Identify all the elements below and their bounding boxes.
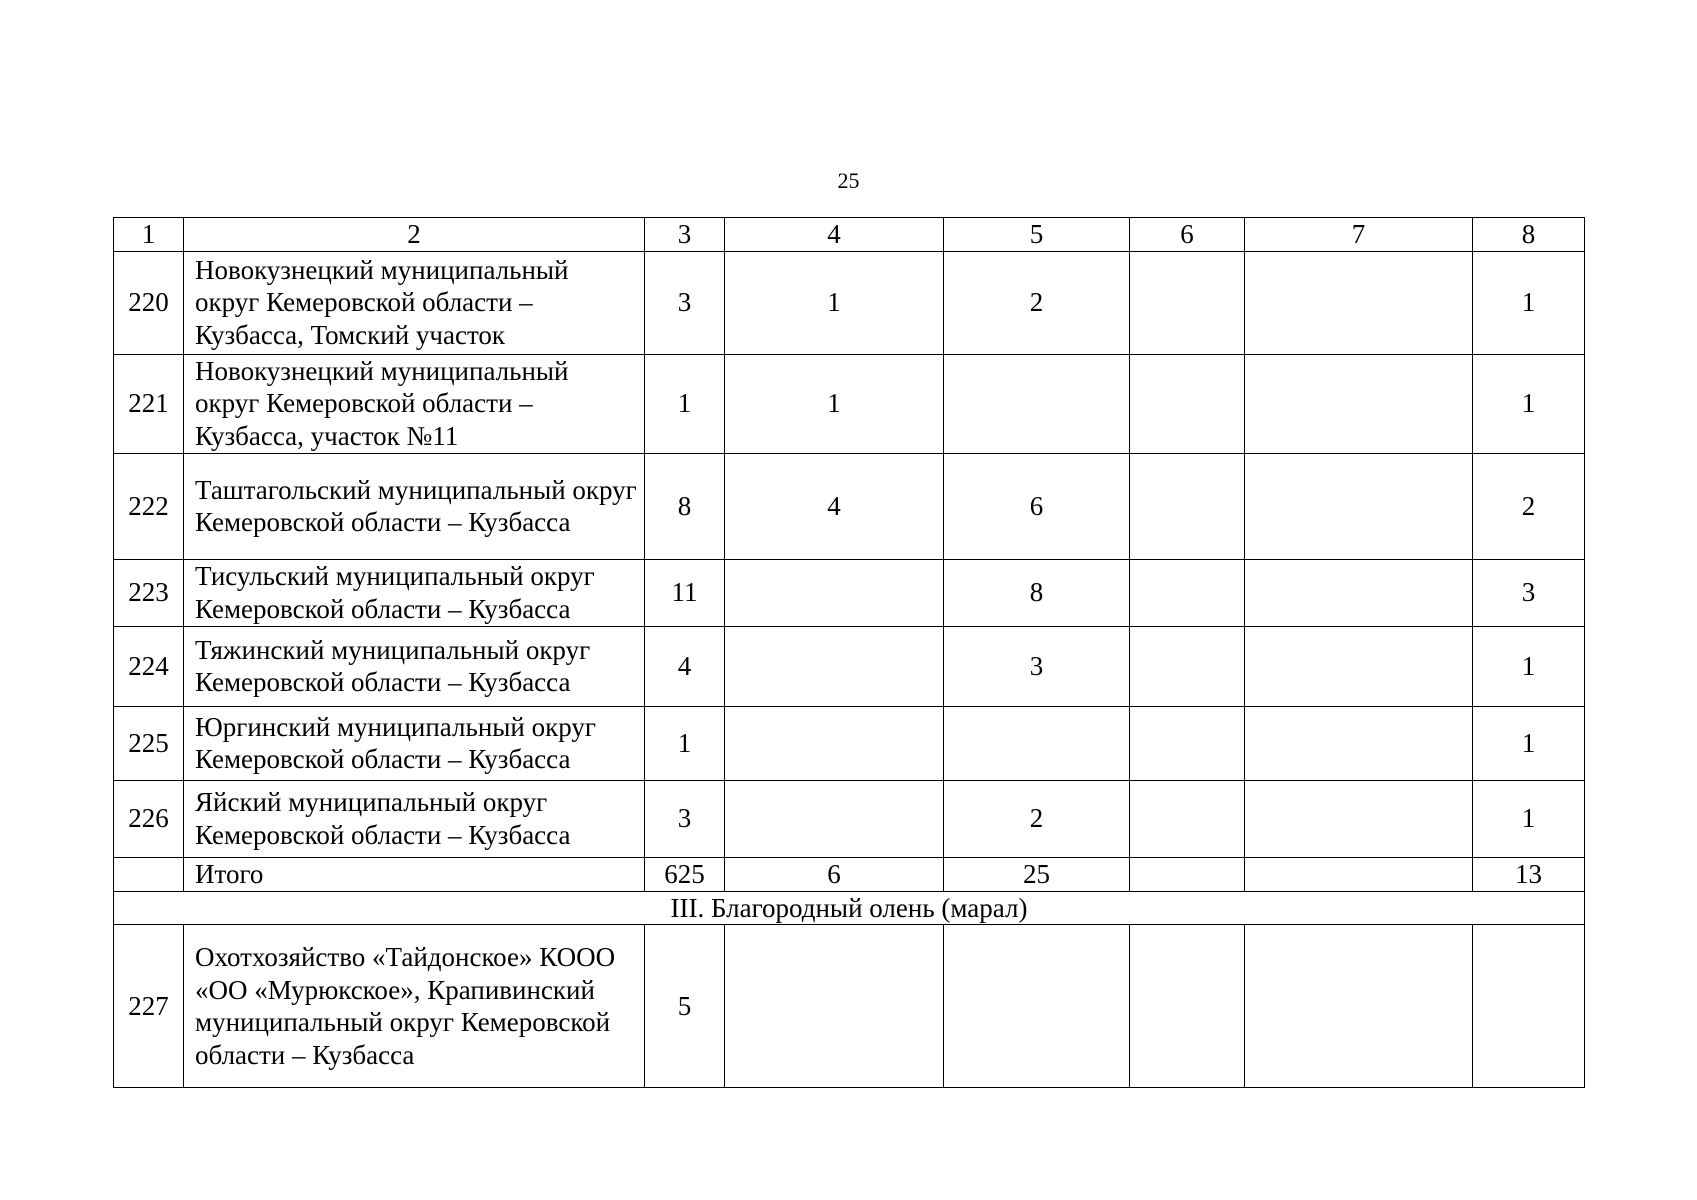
cell-col3: 4 [645,626,725,706]
cell-col4 [725,706,944,780]
cell-col7 [1245,780,1473,857]
row-name: Новокузнецкий муниципальный округ Кемеровской области – Кузбасса, участок №11 [184,354,645,453]
row-number: 220 [114,251,184,354]
page-number: 25 [837,168,860,193]
cell-col6 [1130,453,1245,559]
cell-col5: 2 [944,780,1130,857]
table-row [114,925,1585,1088]
header-cell: 2 [184,218,645,252]
cell-col7 [1245,251,1473,354]
cell-col4 [725,780,944,857]
cell-col8: 1 [1473,251,1585,354]
row-name: Охотхозяйство «Тайдонское» КООО «ОО «Мурюкское», Крапивинский муниципальный округ Кемеровской области – Кузбасса [184,925,645,1088]
cell-col4: 1 [725,251,944,354]
header-cell: 1 [114,218,184,252]
cell-col5 [944,925,1130,1088]
row-number: 222 [114,453,184,559]
cell-col3: 1 [645,706,725,780]
row-name: Новокузнецкий муниципальный округ Кемеровской области – Кузбасса, Томский участок [184,251,645,354]
cell-col3: 1 [645,354,725,453]
cell-col6 [1130,626,1245,706]
data-table [113,217,1585,1088]
row-name: Таштагольский муниципальный округ Кемеровской области – Кузбасса [184,453,645,559]
header-cell: 5 [944,218,1130,252]
row-number: 223 [114,559,184,626]
header-cell: 8 [1473,218,1585,252]
cell-col5: 6 [944,453,1130,559]
cell-col7 [1245,925,1473,1088]
cell-col6 [1130,780,1245,857]
cell-col8: 1 [1473,780,1585,857]
cell-col6 [1130,857,1245,891]
cell-col3: 11 [645,559,725,626]
cell-col6 [1130,354,1245,453]
row-number: 225 [114,706,184,780]
cell-col8: 1 [1473,706,1585,780]
row-number: 221 [114,354,184,453]
cell-col5: 3 [944,626,1130,706]
row-name: Юргинский муниципальный округ Кемеровской области – Кузбасса [184,706,645,780]
table-header-row [114,218,1585,252]
cell-col7 [1245,559,1473,626]
cell-col8: 3 [1473,559,1585,626]
row-number: 227 [114,925,184,1088]
row-number [114,857,184,891]
cell-col6 [1130,559,1245,626]
total-row [114,857,1585,891]
cell-col8: 2 [1473,453,1585,559]
section-header-row [114,891,1585,925]
cell-col8 [1473,925,1585,1088]
row-name: Яйский муниципальный округ Кемеровской области – Кузбасса [184,780,645,857]
section-title: III. Благородный олень (марал) [114,891,1585,925]
table-row [114,453,1585,559]
cell-col5: 8 [944,559,1130,626]
cell-col3: 5 [645,925,725,1088]
cell-col5 [944,354,1130,453]
row-number: 226 [114,780,184,857]
cell-col6 [1130,251,1245,354]
table-row [114,706,1585,780]
cell-col7 [1245,706,1473,780]
cell-col3: 8 [645,453,725,559]
cell-col4 [725,559,944,626]
cell-col7 [1245,626,1473,706]
row-name: Тисульский муниципальный округ Кемеровской области – Кузбасса [184,559,645,626]
cell-col6 [1130,925,1245,1088]
cell-col4 [725,925,944,1088]
cell-col3: 3 [645,251,725,354]
table-row [114,251,1585,354]
cell-col4: 6 [725,857,944,891]
table-row [114,780,1585,857]
cell-col5: 25 [944,857,1130,891]
cell-col8: 1 [1473,354,1585,453]
header-cell: 4 [725,218,944,252]
row-number: 224 [114,626,184,706]
header-cell: 7 [1245,218,1473,252]
header-cell: 6 [1130,218,1245,252]
table-row [114,559,1585,626]
cell-col7 [1245,857,1473,891]
row-name: Тяжинский муниципальный округ Кемеровской области – Кузбасса [184,626,645,706]
total-label: Итого [184,857,645,891]
table-row [114,354,1585,453]
cell-col5 [944,706,1130,780]
cell-col3: 625 [645,857,725,891]
cell-col8: 13 [1473,857,1585,891]
cell-col7 [1245,354,1473,453]
cell-col3: 3 [645,780,725,857]
cell-col7 [1245,453,1473,559]
cell-col8: 1 [1473,626,1585,706]
header-cell: 3 [645,218,725,252]
cell-col5: 2 [944,251,1130,354]
cell-col6 [1130,706,1245,780]
cell-col4: 1 [725,354,944,453]
cell-col4: 4 [725,453,944,559]
table-row [114,626,1585,706]
cell-col4 [725,626,944,706]
